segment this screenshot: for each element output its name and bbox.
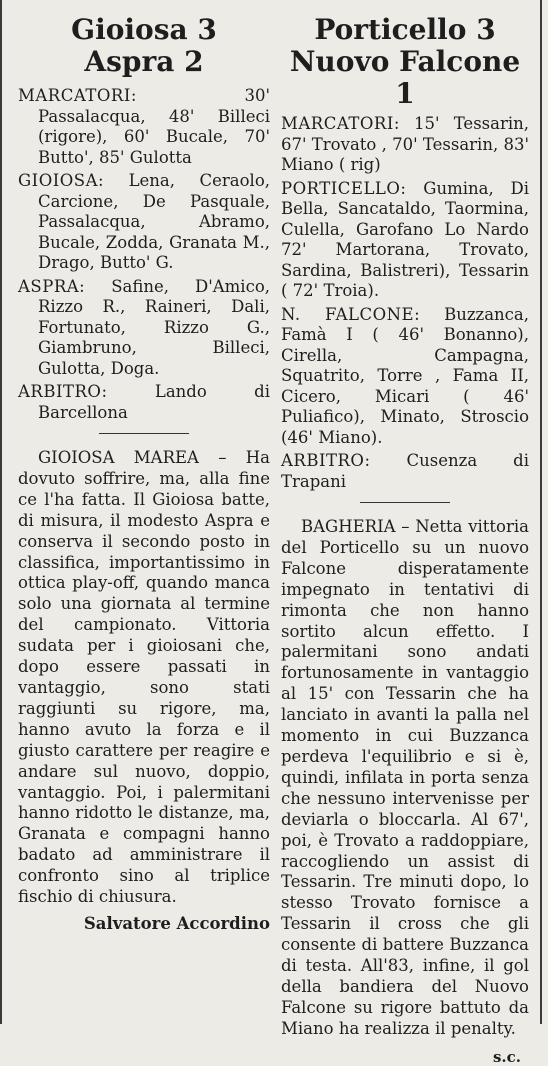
referee-name: Lando di Barcellona [38, 382, 270, 422]
article-dateline: GIOIOSA MAREA [38, 448, 199, 467]
author-byline: s.c. [492, 1047, 521, 1066]
article-text: – Netta vittoria del Porticello su un nuovo Falcone disperatamente impegnato in tentativi di rimonta che non hanno sortito alcun effetto. I palermitani sono andati fortunosamente in vantaggio al 15' con Tessarin che ha lanciato in avanti la palla nel momento in cui Buzzanca perdeva l'equilibrio e si è, quindi, infilata in porta senza che nessuno intervenisse per deviarla o bloccarla. Al 67', poi, è Trovato a raddoppiare, raccogliendo un assist di Tessarin. Tre minuti dopo, lo stesso Trovato fornisce a Tessarin il cross che gli consente di battere Buzzanca di testa. All'83, infine, il gol della bandiera del Nuovo Falcone su rigore battuto da Miano ha realizza il penalty. [281, 517, 529, 1038]
author-byline: Salvatore Accordino [83, 913, 270, 933]
article-text: – Ha dovuto soffrire, ma, alla fine ce l'ha fatta. Il Gioiosa batte, di misura, il modesto Aspra e conserva il secondo posto in classifica, importantissimo in ottica play-off, quando manca solo una giornata al termine del campionato. Vittoria sudata per i gioiosani che, dopo essere passati in vantaggio, sono stati raggiunti su rigore, ma, hanno avuto la forza e il giusto carattere per reagire e andare sul nuovo, doppio, vantaggio. Poi, i palermitani hanno ridotto le distanze, ma, Granata e compagni hanno badato ad amministrare il confronto sino al triplice fischio di chiusura. [18, 448, 270, 907]
article-body [18, 448, 270, 908]
scorers-label: MARCATORI: [281, 114, 400, 133]
referee-name: Cusenza di Trapani [281, 451, 529, 491]
scorers-text: 30' Passalacqua, 48' Billeci (rigore), 60' Bucale, 70' Butto', 85' Gulotta [38, 86, 270, 167]
referee-label: ARBITRO: [18, 382, 108, 401]
article-body [281, 517, 529, 1040]
scorers [18, 86, 270, 168]
scorers-text: 15' Tessarin, 67' Trovato , 70' Tessarin, 83' Miano ( rig) [281, 114, 530, 174]
headline-line1: Porticello 3 [314, 13, 496, 46]
headline-line2: Nuovo Falcone 1 [289, 45, 521, 110]
referee [281, 451, 529, 492]
referee-label: ARBITRO: [281, 451, 371, 470]
team-players-home: Lena, Ceraolo, Carcione, De Pasquale, Passalacqua, Abramo, Bucale, Zodda, Granata M., Drago, Butto' G. [38, 171, 270, 272]
headline-line2: Aspra 2 [84, 45, 204, 78]
section-separator [99, 433, 189, 434]
team-players-away: Buzzanca, Famà I ( 46' Bonanno), Cirella, Campagna, Squatrito, Torre , Fama II, Cicero, Micari ( 46' Puliafico), Minato, Stroscio (46' Miano). [281, 304, 530, 447]
team-label-home: GIOIOSA: [18, 171, 105, 190]
section-separator [360, 502, 450, 503]
team-lineup-home [18, 171, 270, 274]
article-gioiosa-aspra [18, 0, 270, 1024]
article-dateline: BAGHERIA [301, 517, 396, 536]
column-divider-left [0, 0, 2, 1024]
scorers [281, 114, 529, 176]
referee [18, 382, 270, 423]
headline-line1: Gioiosa 3 [71, 13, 217, 46]
team-players-home: Gumina, Di Bella, Sancataldo, Taormina, Culella, Garofano Lo Nardo 72' Martorana, Trovato, Sardina, Balistreri), Tessarin ( 72' Troia). [281, 178, 529, 300]
team-label-home: PORTICELLO: [281, 178, 407, 198]
scorers-label: MARCATORI: [18, 86, 137, 105]
team-lineup-home [281, 179, 529, 302]
team-lineup-away [18, 277, 270, 380]
article-porticello-falcone [281, 0, 530, 1066]
column-divider-right [540, 0, 542, 1024]
team-players-away: Safine, D'Amico, Rizzo R., Raineri, Dali, Fortunato, Rizzo G., Giambruno, Billeci, Gulotta, Doga. [38, 276, 270, 378]
team-label-away: ASPRA: [18, 276, 86, 296]
team-label-away: N. FALCONE: [281, 304, 421, 324]
team-lineup-away [281, 305, 529, 449]
